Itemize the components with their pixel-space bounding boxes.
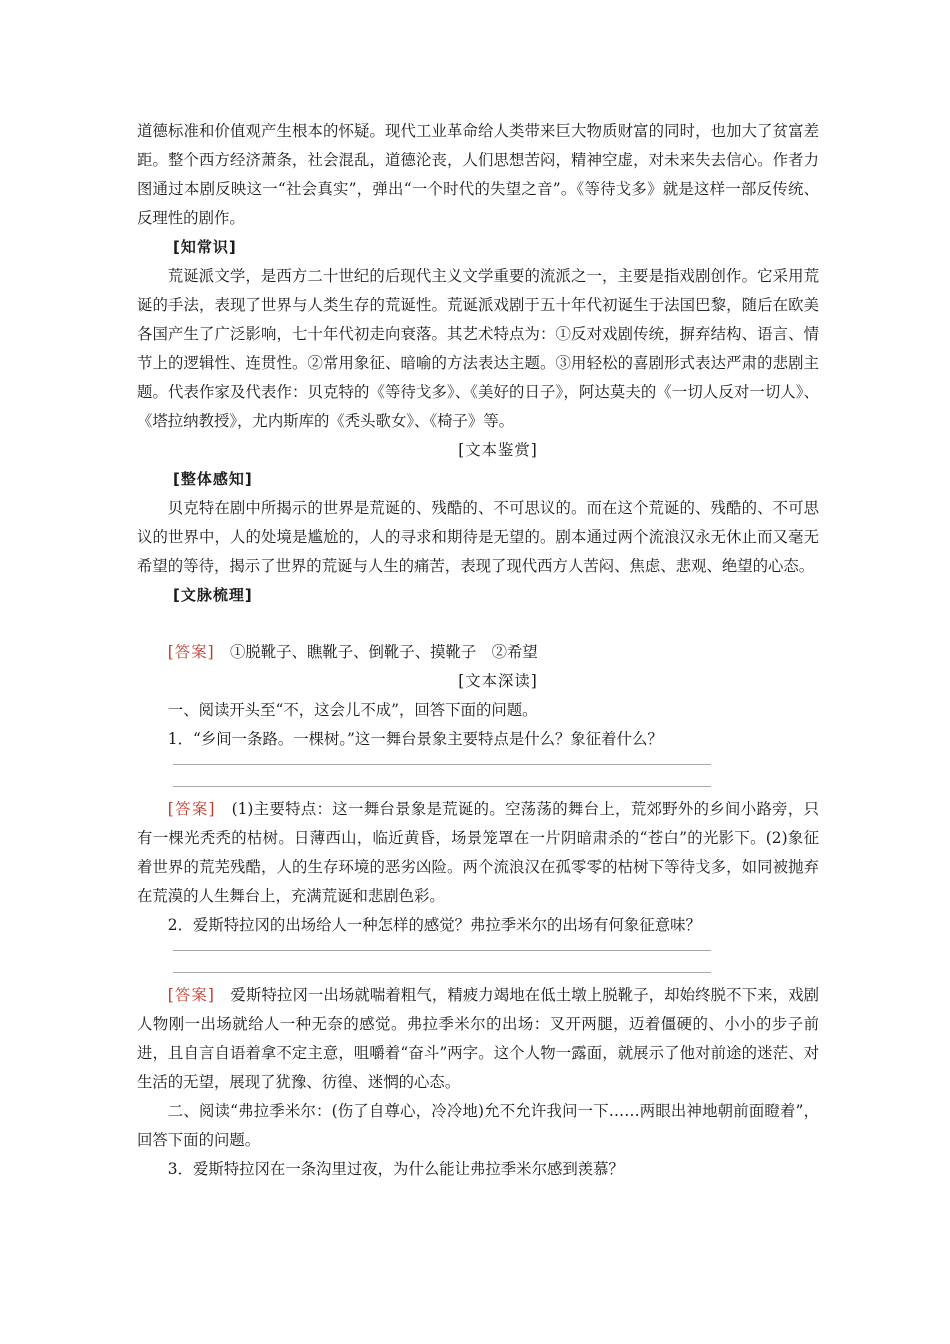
intro-paragraph: 道德标准和价值观产生根本的怀疑。现代工业革命给人类带来巨大物质财富的同时，也加大了贫富差距。整个西方经济萧条，社会混乱，道德沦丧，人们思想苦闷，精神空虚，对未来失去信心。作者力图通过本剧反映这一“社会真实”，弹出“一个时代的失望之音”。《等待戈多》就是这样一部反传统、反理性的剧作。 <box>137 122 819 227</box>
answer-q2 <box>137 981 819 1097</box>
appreciation-title: [文本鉴赏] <box>458 441 538 459</box>
structure-heading: [文脉梳理] <box>173 586 253 604</box>
structure-answer-text: ①脱靴子、瞧靴子、倒靴子、摸靴子 ②希望 <box>230 643 538 661</box>
structure-answer <box>137 638 819 667</box>
answer-q1 <box>137 795 819 911</box>
answer-line <box>173 786 711 787</box>
answer-line <box>173 950 711 951</box>
overall-text: 贝克特在剧中所揭示的世界是荒诞的、残酷的、不可思议的。而在这个荒诞的、残酷的、不可思议的世界中，人的处境是尴尬的，人的寻求和期待是无望的。剧本通过两个流浪汉永无休止而又毫无希望的等待，揭示了世界的荒诞与人生的痛苦，表现了现代西方人苦闷、焦虑、悲观、绝望的心态。 <box>137 499 819 575</box>
overall-heading: [整体感知] <box>173 470 253 488</box>
knowledge-heading: [知常识] <box>173 238 237 256</box>
question-3: 3．爱斯特拉冈在一条沟里过夜，为什么能让弗拉季米尔感到羡慕？ <box>167 1160 624 1178</box>
answer-q1-text: (1)主要特点：这一舞台景象是荒诞的。空荡荡的舞台上，荒郊野外的乡间小路旁，只有一棵光秃秃的枯树。日薄西山，临近黄昏，场景笼罩在一片阴暗肃杀的“苍白”的光影下。(2)象征着世界的荒芜残酷，人的生存环境的恶劣凶险。两个流浪汉在孤零零的枯树下等待戈多，如同被抛弃在荒漠的人生舞台上，充满荒诞和悲剧色彩。 <box>137 800 819 905</box>
question-2: 2．爱斯特拉冈的出场给人一种怎样的感觉？弗拉季米尔的出场有何象征意味？ <box>167 916 701 934</box>
deep-read-title: [文本深读] <box>458 672 538 690</box>
answer-label: [答案] <box>167 643 215 661</box>
document-body <box>137 117 819 1184</box>
answer-line <box>173 972 711 973</box>
answer-lines-q1 <box>137 754 819 795</box>
question-1: 1．“乡间一条路。一棵树。”这一舞台景象主要特点是什么？象征着什么？ <box>167 730 663 748</box>
answer-q2-text: 爱斯特拉冈一出场就喘着粗气，精疲力竭地在低土墩上脱靴子，却始终脱不下来，戏剧人物刚一出场就给人一种无奈的感觉。弗拉季米尔的出场：叉开两腿，迈着僵硬的、小小的步子前进，且自言自语着拿不定主意，咀嚼着“奋斗”两字。这个人物一露面，就展示了他对前途的迷茫、对生活的无望，展现了犹豫、彷徨、迷惘的心态。 <box>137 986 819 1091</box>
answer-label: [答案] <box>167 986 215 1004</box>
knowledge-text: 荒诞派文学，是西方二十世纪的后现代主义文学重要的流派之一，主要是指戏剧创作。它采用荒诞的手法，表现了世界与人类生存的荒诞性。荒诞派戏剧于五十年代初诞生于法国巴黎，随后在欧美各国产生了广泛影响，七十年代初走向衰落。其艺术特点为：①反对戏剧传统，摒弃结构、语言、情节上的逻辑性、连贯性。②常用象征、暗喻的方法表达主题。③用轻松的喜剧形式表达严肃的悲剧主题。代表作家及代表作：贝克特的《等待戈多》、《美好的日子》，阿达莫夫的《一切人反对一切人》、《塔拉纳教授》，尤内斯库的《秃头歌女》、《椅子》等。 <box>137 267 819 430</box>
answer-line <box>173 764 711 765</box>
section2-prompt: 二、阅读“弗拉季米尔：(伤了自尊心，冷冷地)允不允许我问一下……两眼出神地朝前面瞪着”，回答下面的问题。 <box>137 1102 819 1149</box>
answer-label: [答案] <box>167 800 216 818</box>
structure-diagram-space <box>137 610 819 638</box>
answer-lines-q2 <box>137 940 819 981</box>
section1-prompt: 一、阅读开头至“不，这会儿不成”，回答下面的问题。 <box>167 701 538 719</box>
